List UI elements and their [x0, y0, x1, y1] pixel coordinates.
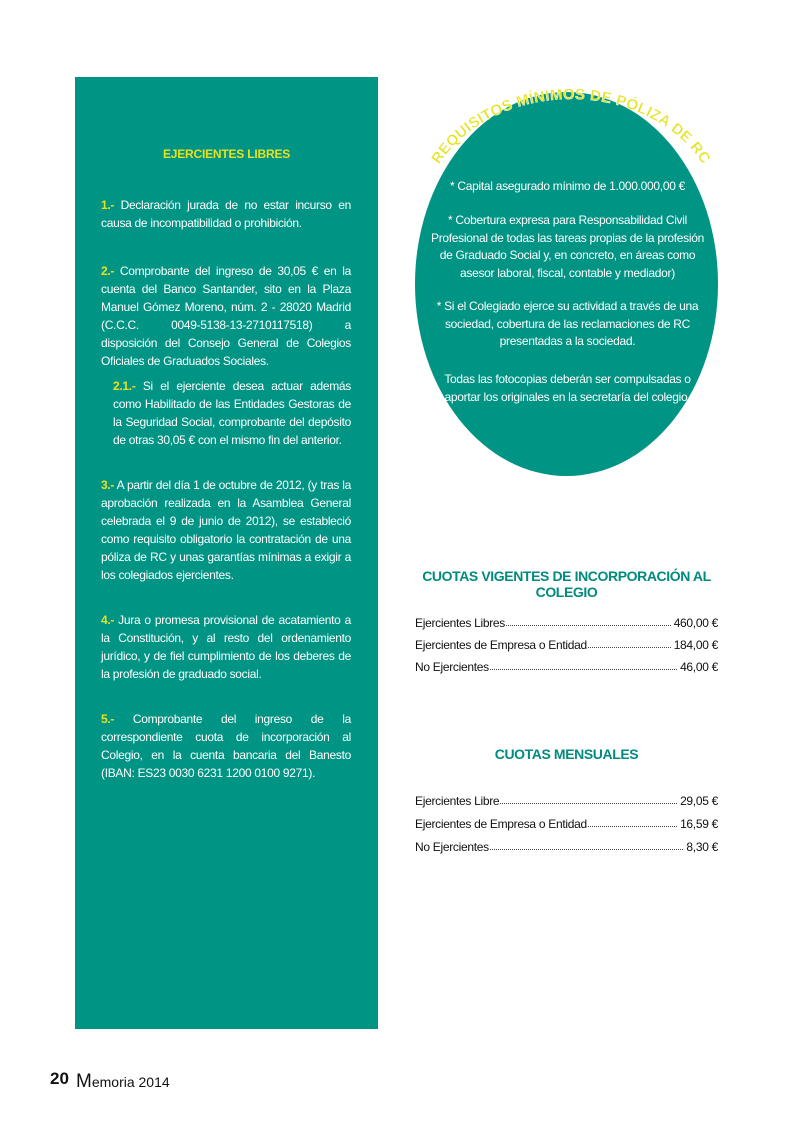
dot-leader — [506, 625, 671, 626]
requirement-text: A partir del día 1 de octubre de 2012, (y tras la aprobación realizada en la Asamblea General celebrada el 9 de junio de 2012), se estableció como requisito obligatorio la contratación de una póliza de RC y unas garantías mínimas a exigir a los colegiados ejercientes. — [101, 478, 351, 582]
requirement-number: 3.- — [101, 478, 115, 492]
fee-label: No Ejercientes — [415, 660, 489, 674]
fee-row — [415, 654, 718, 674]
title-initial: M — [76, 1071, 92, 1092]
requirement-number: 5.- — [101, 712, 115, 726]
svg-text:REQUISITOS MÍNIMOS DE PÓLIZA D — [428, 86, 714, 167]
dot-leader — [588, 647, 671, 648]
requirement-number: 2.1.- — [113, 379, 136, 393]
dot-leader — [588, 826, 677, 827]
requirement-text: Comprobante del ingreso de 30,05 € en la cuenta del Banco Santander, sito en la Plaza Manuel Gómez Moreno, núm. 2 - 28020 Madrid (C.C.C. 0049-5138-13-2710117518) a disposición del Consejo General de Colegios Oficiales de Graduados Sociales. — [101, 264, 351, 368]
oval-line-sociedad: * Si el Colegiado ejerce su actividad a través de una sociedad, cobertura de las reclamaciones de RC presentadas a la sociedad. — [436, 299, 699, 348]
oval-line-capital: * Capital asegurado mínimo de 1.000.000,00 € — [450, 179, 685, 193]
title-rest: emoria 2014 — [91, 1074, 170, 1090]
oval-line-cobertura: * Cobertura expresa para Responsabilidad Civil Profesional de todas las tareas propias de la profesión de Graduado Social y, en concreto, en áreas como asesor laboral, fiscal, contable y mediador) — [430, 213, 704, 280]
oval-line-fotocopias: Todas las fotocopias deberán ser compulsadas o aportar los originales en la secretaría del colegio. — [444, 372, 691, 404]
fee-row — [415, 834, 718, 854]
requirement-text: Declaración jurada de no estar incurso en causa de incompatibilidad o prohibición. — [101, 198, 351, 230]
page-number: 20 — [50, 1069, 69, 1088]
fee-row — [415, 788, 718, 808]
fee-label: Ejercientes Libres — [415, 616, 505, 630]
fee-row — [415, 610, 718, 630]
requirement-text: Si el ejerciente desea actuar además como Habilitado de las Entidades Gestoras de la Seguridad Social, comprobante del depósito de otras 30,05 € con el mismo fin del anterior. — [113, 379, 351, 447]
fee-row — [415, 632, 718, 652]
monthly-fees-title: CUOTAS MENSUALES — [494, 746, 639, 762]
fee-label: Ejercientes de Empresa o Entidad — [415, 817, 587, 831]
panel-title: EJERCIENTES LIBRES — [162, 147, 291, 161]
arc-title: REQUISITOS MÍNIMOS DE PÓLIZA DE RC — [428, 85, 714, 167]
fee-label: Ejercientes de Empresa o Entidad — [415, 638, 587, 652]
fee-amount: 8,30 € — [686, 840, 718, 854]
fee-amount: 16,59 € — [680, 817, 718, 831]
incorporation-fees-title: CUOTAS VIGENTES DE INCORPORACIÓN AL COLEGIO — [422, 568, 711, 600]
requirement-number: 4.- — [101, 613, 115, 627]
fee-amount: 46,00 € — [680, 660, 718, 674]
requirement-text: Jura o promesa provisional de acatamiento a la Constitución, y al resto del ordenamiento jurídico, y de fiel cumplimiento de los deberes de la profesión de graduado social. — [101, 613, 351, 681]
publication-title — [76, 1071, 170, 1093]
fee-amount: 460,00 € — [673, 616, 718, 630]
requirement-number: 1.- — [101, 198, 115, 212]
fee-amount: 29,05 € — [680, 794, 718, 808]
fee-label: No Ejercientes — [415, 840, 489, 854]
fee-amount: 184,00 € — [673, 638, 718, 652]
dot-leader — [500, 803, 677, 804]
requirement-text: Comprobante del ingreso de la correspondiente cuota de incorporación al Colegio, en la cuenta bancaria del Banesto (IBAN: ES23 0030 6231 1200 0100 9271). — [101, 712, 351, 780]
dot-leader — [490, 849, 684, 850]
requirement-number: 2.- — [101, 264, 115, 278]
fee-label: Ejercientes Libre — [415, 794, 500, 808]
fee-row — [415, 811, 718, 831]
dot-leader — [490, 669, 677, 670]
